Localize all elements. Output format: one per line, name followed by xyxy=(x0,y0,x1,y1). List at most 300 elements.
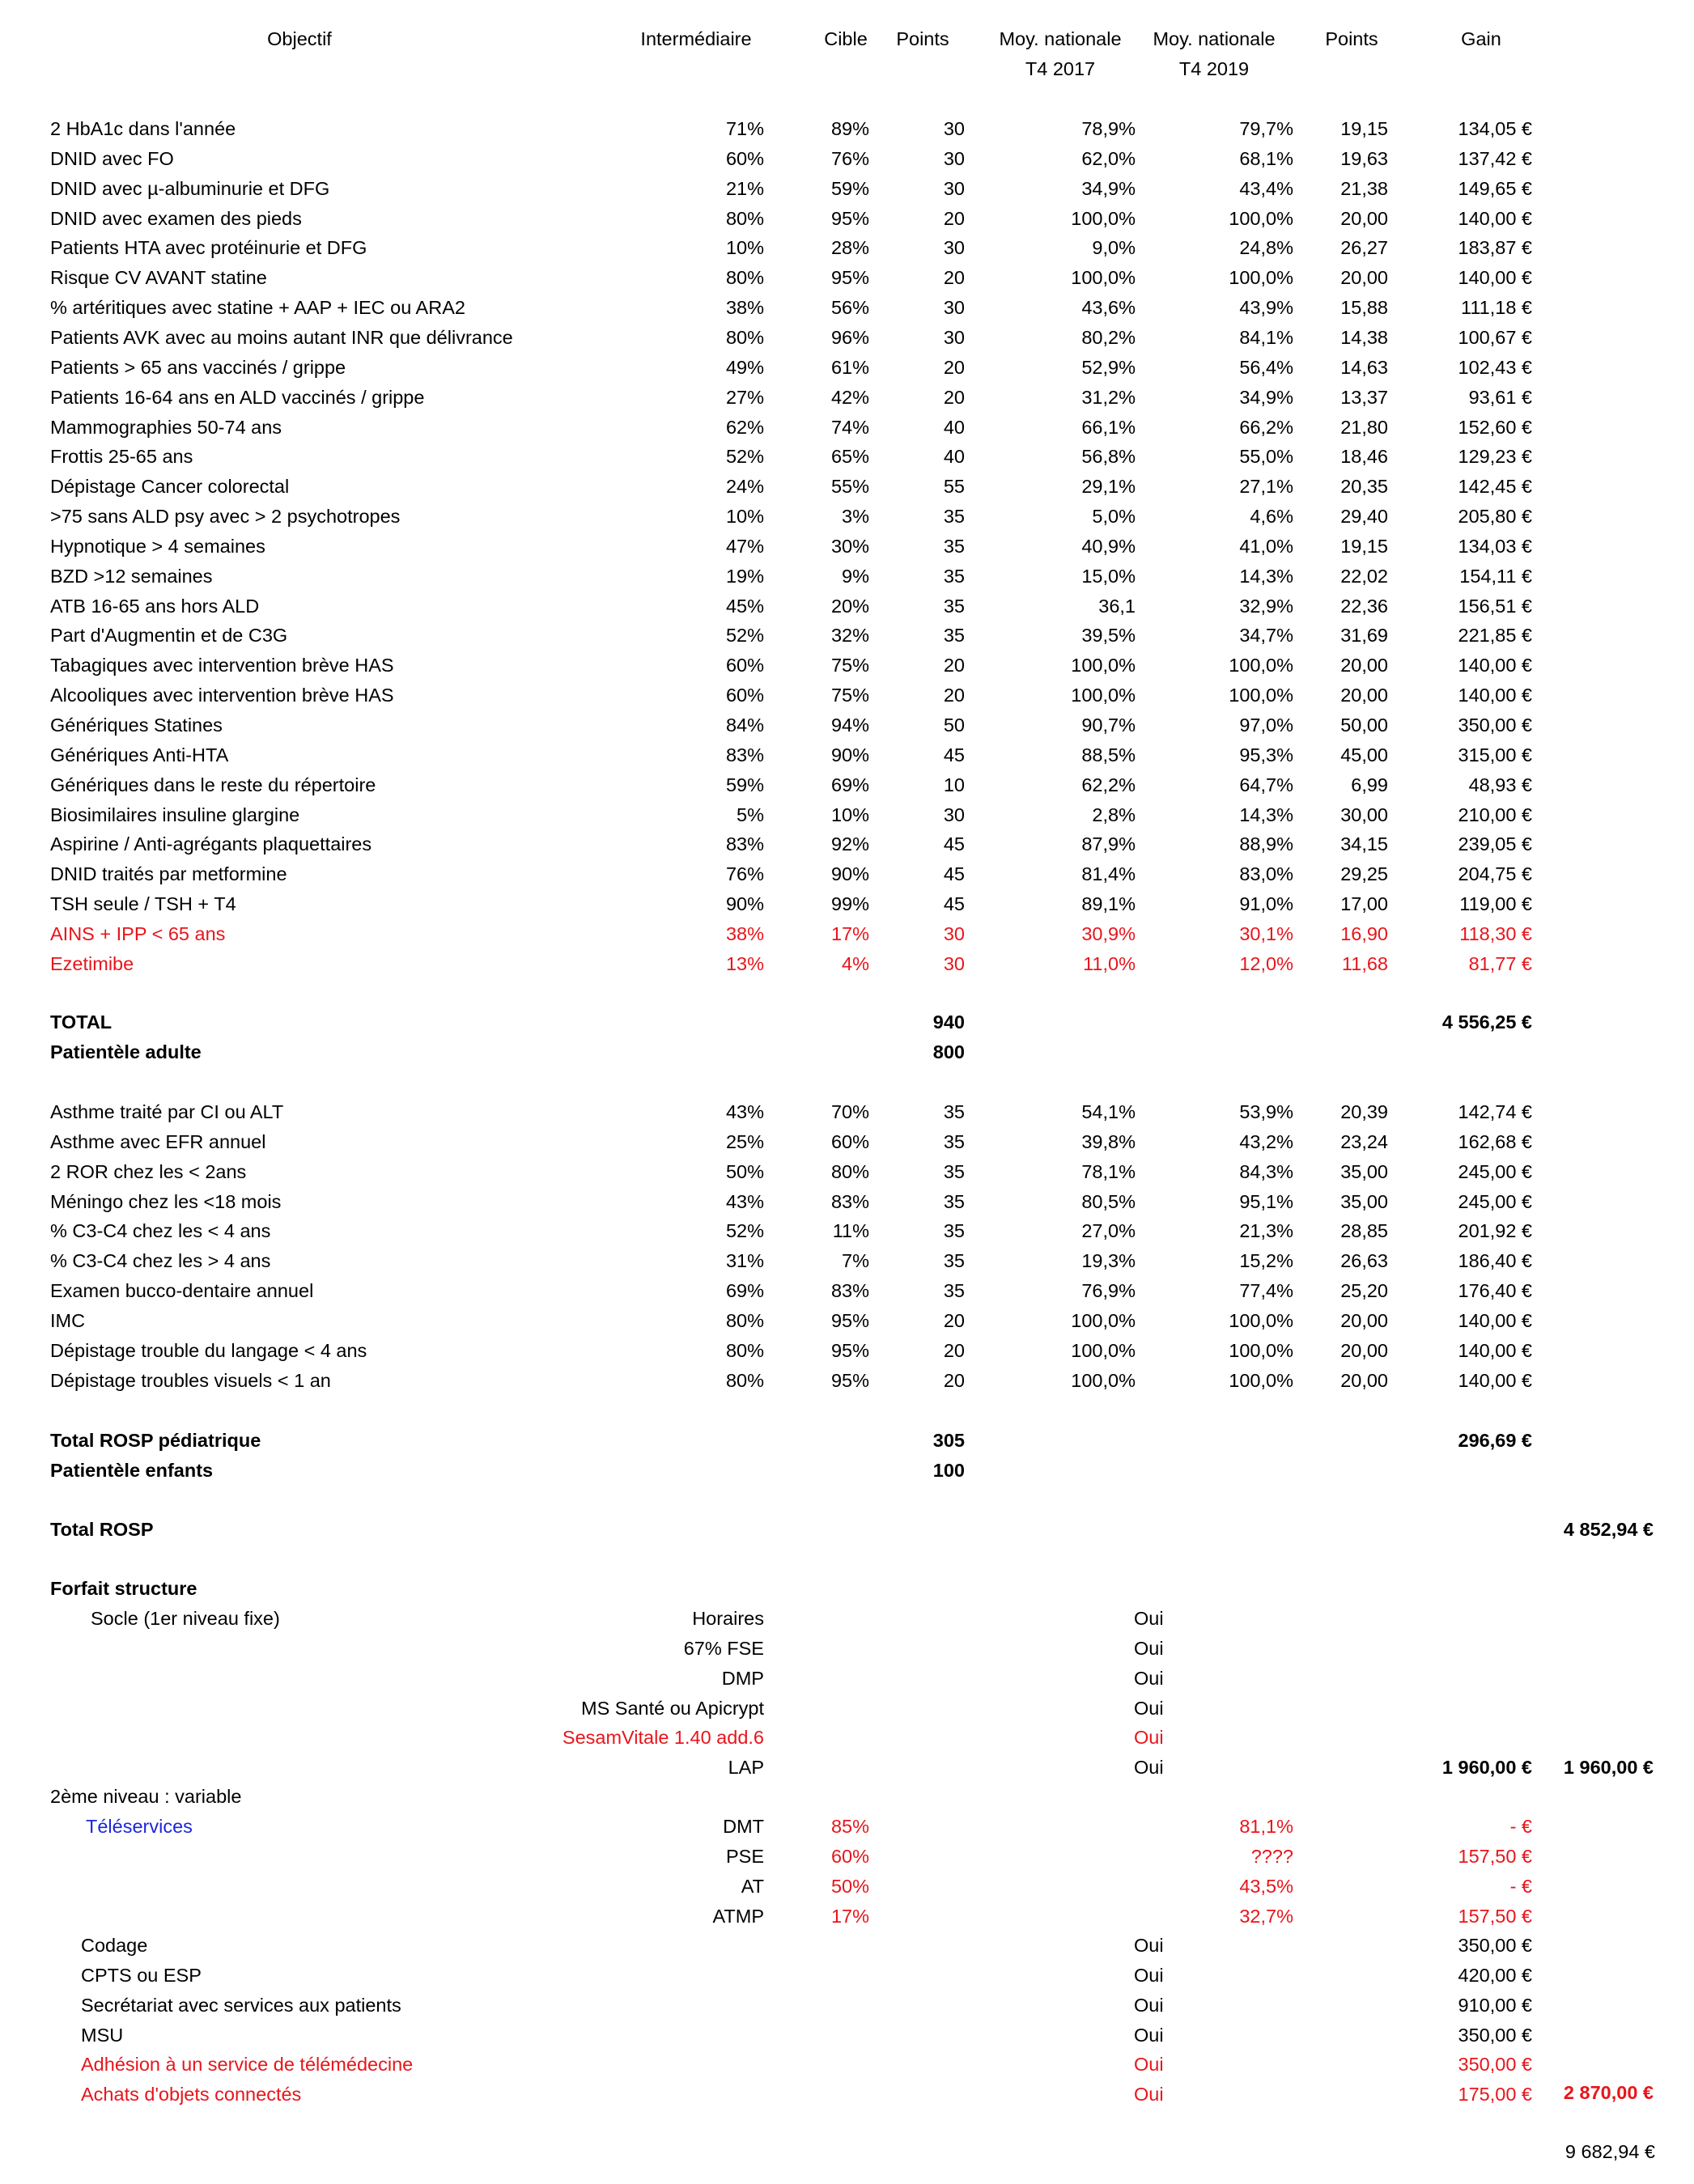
intermediate-value: 5% xyxy=(737,804,764,825)
points-value: 35 xyxy=(943,1131,965,1152)
header-points-2: Points xyxy=(1325,28,1378,49)
table-row xyxy=(0,829,1694,859)
forfait-title: Forfait structure xyxy=(50,1578,197,1599)
target-value: 4% xyxy=(842,953,869,974)
points-value: 40 xyxy=(943,446,965,467)
table-header xyxy=(0,24,1694,89)
objective-label: Génériques dans le reste du répertoire xyxy=(50,774,376,795)
table-row xyxy=(0,949,1694,978)
socle-item-label: SesamVitale 1.40 add.6 xyxy=(562,1727,764,1748)
points-value: 35 xyxy=(943,1220,965,1241)
table-row xyxy=(0,1157,1694,1186)
national-2017-value: 88,5% xyxy=(1081,744,1136,765)
points-earned-value: 20,39 xyxy=(1340,1101,1388,1122)
national-2019-value: 100,0% xyxy=(1229,685,1293,706)
table-row xyxy=(0,1306,1694,1335)
national-2017-value: 80,5% xyxy=(1081,1191,1136,1212)
teleservice-national: 43,5% xyxy=(1239,1876,1293,1897)
objective-label: DNID avec FO xyxy=(50,148,174,169)
level2-total-row xyxy=(0,2078,1694,2107)
intermediate-value: 80% xyxy=(725,267,764,288)
list-item xyxy=(0,1723,1694,1752)
ped-total-points: 305 xyxy=(932,1430,965,1451)
forfait-item-label: MSU xyxy=(81,2025,124,2046)
intermediate-value: 21% xyxy=(725,178,764,199)
target-value: 83% xyxy=(830,1191,869,1212)
target-value: 96% xyxy=(830,327,869,348)
national-2019-value: 100,0% xyxy=(1229,1370,1293,1391)
teleservice-label: ATMP xyxy=(712,1906,764,1927)
national-2019-value: 100,0% xyxy=(1229,267,1293,288)
intermediate-value: 80% xyxy=(725,327,764,348)
socle-item-value: Oui xyxy=(1134,1727,1164,1748)
list-item xyxy=(0,1872,1694,1901)
points-value: 35 xyxy=(943,1191,965,1212)
points-earned-value: 45,00 xyxy=(1340,744,1388,765)
intermediate-value: 52% xyxy=(725,446,764,467)
points-value: 30 xyxy=(943,178,965,199)
gain-value: 140,00 € xyxy=(1458,685,1532,706)
points-value: 20 xyxy=(943,1370,965,1391)
national-2017-value: 31,2% xyxy=(1081,387,1136,408)
points-value: 35 xyxy=(943,1250,965,1271)
target-value: 65% xyxy=(830,446,869,467)
target-value: 3% xyxy=(842,506,869,527)
ped-total-gain: 296,69 € xyxy=(1458,1430,1532,1451)
national-2019-value: 14,3% xyxy=(1239,566,1293,587)
intermediate-value: 60% xyxy=(725,148,764,169)
national-2019-value: 79,7% xyxy=(1239,118,1293,139)
points-earned-value: 35,00 xyxy=(1340,1191,1388,1212)
objective-label: Frottis 25-65 ans xyxy=(50,446,193,467)
points-value: 35 xyxy=(943,596,965,617)
target-value: 90% xyxy=(830,863,869,884)
gain-value: 315,00 € xyxy=(1458,744,1532,765)
socle-item-value: Oui xyxy=(1134,1608,1164,1629)
points-value: 50 xyxy=(943,715,965,736)
points-earned-value: 30,00 xyxy=(1340,804,1388,825)
national-2019-value: 91,0% xyxy=(1239,893,1293,914)
points-value: 30 xyxy=(943,118,965,139)
gain-value: 162,68 € xyxy=(1458,1131,1532,1152)
points-earned-value: 19,15 xyxy=(1340,118,1388,139)
points-value: 20 xyxy=(943,357,965,378)
list-item xyxy=(0,1694,1694,1723)
points-earned-value: 28,85 xyxy=(1340,1220,1388,1241)
forfait-item-value: Oui xyxy=(1134,2084,1164,2105)
points-value: 20 xyxy=(943,267,965,288)
objective-label: Biosimilaires insuline glargine xyxy=(50,804,300,825)
list-item xyxy=(0,2050,1694,2079)
national-2019-value: 95,1% xyxy=(1239,1191,1293,1212)
objective-label: Patients AVK avec au moins autant INR que délivrance xyxy=(50,327,513,348)
adult-total-points: 940 xyxy=(932,1011,965,1033)
national-2019-value: 24,8% xyxy=(1239,237,1293,258)
points-value: 45 xyxy=(943,744,965,765)
objective-label: Tabagiques avec intervention brève HAS xyxy=(50,655,394,676)
objective-label: IMC xyxy=(50,1310,86,1331)
adult-total-gain: 4 556,25 € xyxy=(1441,1011,1532,1033)
points-earned-value: 20,00 xyxy=(1340,1340,1388,1361)
gain-value: 100,67 € xyxy=(1458,327,1532,348)
adult-patients-row xyxy=(0,1037,1694,1067)
gain-value: 152,60 € xyxy=(1458,417,1532,438)
header-gain: Gain xyxy=(1461,28,1501,49)
gain-value: 140,00 € xyxy=(1458,1370,1532,1391)
objective-label: DNID avec µ-albuminurie et DFG xyxy=(50,178,330,199)
list-item xyxy=(0,1902,1694,1931)
target-value: 61% xyxy=(830,357,869,378)
header-cible: Cible xyxy=(824,28,868,49)
points-earned-value: 29,40 xyxy=(1340,506,1388,527)
national-2017-value: 76,9% xyxy=(1081,1280,1136,1301)
table-row xyxy=(0,1276,1694,1305)
teleservice-national: 32,7% xyxy=(1239,1906,1293,1927)
gain-value: 245,00 € xyxy=(1458,1191,1532,1212)
target-value: 60% xyxy=(830,1131,869,1152)
points-value: 20 xyxy=(943,387,965,408)
ped-patients-row xyxy=(0,1456,1694,1485)
national-2019-value: 100,0% xyxy=(1229,1340,1293,1361)
gain-value: 134,03 € xyxy=(1458,536,1532,557)
target-value: 9% xyxy=(842,566,869,587)
national-2019-value: 56,4% xyxy=(1239,357,1293,378)
intermediate-value: 49% xyxy=(725,357,764,378)
gain-value: 137,42 € xyxy=(1458,148,1532,169)
forfait-item-gain: 350,00 € xyxy=(1458,2025,1532,2046)
intermediate-value: 25% xyxy=(725,1131,764,1152)
target-value: 90% xyxy=(830,744,869,765)
socle-total: 1 960,00 € xyxy=(1563,1757,1654,1778)
national-2019-value: 97,0% xyxy=(1239,715,1293,736)
intermediate-value: 19% xyxy=(725,566,764,587)
intermediate-value: 69% xyxy=(725,1280,764,1301)
target-value: 95% xyxy=(830,208,869,229)
objective-label: Patients > 65 ans vaccinés / grippe xyxy=(50,357,346,378)
national-2017-value: 100,0% xyxy=(1071,685,1136,706)
intermediate-value: 83% xyxy=(725,744,764,765)
points-value: 40 xyxy=(943,417,965,438)
ped-patients-points: 100 xyxy=(932,1460,965,1481)
national-2019-value: 41,0% xyxy=(1239,536,1293,557)
list-item xyxy=(0,1604,1694,1633)
national-2017-value: 30,9% xyxy=(1081,923,1136,944)
points-value: 30 xyxy=(943,237,965,258)
table-row xyxy=(0,1127,1694,1156)
target-value: 10% xyxy=(830,804,869,825)
national-2017-value: 100,0% xyxy=(1071,1370,1136,1391)
objective-label: ATB 16-65 ans hors ALD xyxy=(50,596,260,617)
table-row xyxy=(0,710,1694,740)
points-earned-value: 25,20 xyxy=(1340,1280,1388,1301)
adult-patients-points: 800 xyxy=(932,1041,965,1062)
gain-value: 245,00 € xyxy=(1458,1161,1532,1182)
target-value: 28% xyxy=(830,237,869,258)
points-value: 45 xyxy=(943,833,965,855)
objective-label: Génériques Anti-HTA xyxy=(50,744,229,765)
national-2017-value: 100,0% xyxy=(1071,1310,1136,1331)
teleservice-gain: 157,50 € xyxy=(1458,1846,1532,1867)
national-2017-value: 40,9% xyxy=(1081,536,1136,557)
national-2019-value: 27,1% xyxy=(1239,476,1293,497)
table-row xyxy=(0,740,1694,770)
target-value: 56% xyxy=(830,297,869,318)
intermediate-value: 60% xyxy=(725,685,764,706)
national-2019-value: 83,0% xyxy=(1239,863,1293,884)
gain-value: 111,18 € xyxy=(1461,297,1532,318)
intermediate-value: 43% xyxy=(725,1101,764,1122)
national-2017-value: 27,0% xyxy=(1081,1220,1136,1241)
table-row xyxy=(0,353,1694,382)
target-value: 69% xyxy=(830,774,869,795)
table-row xyxy=(0,413,1694,442)
points-value: 35 xyxy=(943,506,965,527)
table-row xyxy=(0,621,1694,650)
intermediate-value: 45% xyxy=(725,596,764,617)
teleservice-target: 50% xyxy=(830,1876,869,1897)
gain-value: 149,65 € xyxy=(1458,178,1532,199)
list-item xyxy=(0,1664,1694,1693)
target-value: 75% xyxy=(830,655,869,676)
target-value: 70% xyxy=(830,1101,869,1122)
intermediate-value: 84% xyxy=(725,715,764,736)
national-2019-value: 15,2% xyxy=(1239,1250,1293,1271)
forfait-item-label: Codage xyxy=(81,1935,148,1956)
objective-label: AINS + IPP < 65 ans xyxy=(50,923,226,944)
national-2017-value: 80,2% xyxy=(1081,327,1136,348)
national-2019-value: 66,2% xyxy=(1239,417,1293,438)
national-2019-value: 43,9% xyxy=(1239,297,1293,318)
grand-total: 9 682,94 € xyxy=(1565,2141,1655,2162)
intermediate-value: 62% xyxy=(725,417,764,438)
national-2017-value: 5,0% xyxy=(1092,506,1136,527)
gain-value: 201,92 € xyxy=(1458,1220,1532,1241)
gain-value: 350,00 € xyxy=(1458,715,1532,736)
objective-label: Asthme avec EFR annuel xyxy=(50,1131,266,1152)
national-2017-value: 66,1% xyxy=(1081,417,1136,438)
table-row xyxy=(0,383,1694,412)
table-row xyxy=(0,502,1694,531)
national-2017-value: 29,1% xyxy=(1081,476,1136,497)
table-row xyxy=(0,562,1694,591)
points-earned-value: 20,00 xyxy=(1340,208,1388,229)
intermediate-value: 50% xyxy=(725,1161,764,1182)
teleservice-label: PSE xyxy=(725,1846,764,1867)
national-2019-value: 64,7% xyxy=(1239,774,1293,795)
forfait-item-value: Oui xyxy=(1134,1965,1164,1986)
points-value: 30 xyxy=(943,148,965,169)
gain-value: 142,45 € xyxy=(1458,476,1532,497)
forfait-item-label: Adhésion à un service de télémédecine xyxy=(81,2054,414,2075)
level2-label: 2ème niveau : variable xyxy=(50,1786,242,1807)
teleservice-target: 85% xyxy=(830,1816,869,1837)
objective-label: Alcooliques avec intervention brève HAS xyxy=(50,685,394,706)
intermediate-value: 60% xyxy=(725,655,764,676)
points-earned-value: 14,38 xyxy=(1340,327,1388,348)
table-row xyxy=(0,1187,1694,1216)
national-2017-value: 52,9% xyxy=(1081,357,1136,378)
points-earned-value: 13,37 xyxy=(1340,387,1388,408)
points-value: 55 xyxy=(943,476,965,497)
target-value: 75% xyxy=(830,685,869,706)
points-value: 20 xyxy=(943,208,965,229)
header-moy-2017-line2: T4 2017 xyxy=(1025,58,1096,79)
gain-value: 154,11 € xyxy=(1459,566,1532,587)
points-value: 35 xyxy=(943,1161,965,1182)
target-value: 94% xyxy=(830,715,869,736)
points-earned-value: 20,00 xyxy=(1340,1370,1388,1391)
intermediate-value: 80% xyxy=(725,1340,764,1361)
national-2019-value: 100,0% xyxy=(1229,208,1293,229)
table-row xyxy=(0,1216,1694,1245)
target-value: 83% xyxy=(830,1280,869,1301)
target-value: 89% xyxy=(830,118,869,139)
intermediate-value: 10% xyxy=(725,506,764,527)
points-earned-value: 23,24 xyxy=(1340,1131,1388,1152)
national-2019-value: 68,1% xyxy=(1239,148,1293,169)
points-value: 35 xyxy=(943,566,965,587)
gain-value: 186,40 € xyxy=(1458,1250,1532,1271)
forfait-item-gain: 350,00 € xyxy=(1458,1935,1532,1956)
table-row xyxy=(0,1336,1694,1365)
table-row xyxy=(0,233,1694,262)
points-value: 30 xyxy=(943,923,965,944)
teleservice-label: AT xyxy=(741,1876,764,1897)
points-earned-value: 22,02 xyxy=(1340,566,1388,587)
national-2017-value: 89,1% xyxy=(1081,893,1136,914)
points-value: 35 xyxy=(943,1280,965,1301)
teleservice-gain: 157,50 € xyxy=(1458,1906,1532,1927)
national-2017-value: 62,0% xyxy=(1081,148,1136,169)
objective-label: Hypnotique > 4 semaines xyxy=(50,536,265,557)
intermediate-value: 52% xyxy=(725,1220,764,1241)
header-moy-2017-line1: Moy. nationale xyxy=(999,28,1122,49)
points-value: 20 xyxy=(943,1340,965,1361)
list-item xyxy=(0,1961,1694,1990)
points-earned-value: 20,00 xyxy=(1340,1310,1388,1331)
intermediate-value: 43% xyxy=(725,1191,764,1212)
national-2017-value: 100,0% xyxy=(1071,1340,1136,1361)
target-value: 11% xyxy=(832,1220,869,1241)
table-row xyxy=(0,770,1694,799)
intermediate-value: 24% xyxy=(725,476,764,497)
national-2017-value: 43,6% xyxy=(1081,297,1136,318)
rosp-total-label: Total ROSP xyxy=(50,1519,154,1540)
objective-label: Dépistage troubles visuels < 1 an xyxy=(50,1370,331,1391)
target-value: 30% xyxy=(830,536,869,557)
objective-label: 2 ROR chez les < 2ans xyxy=(50,1161,247,1182)
intermediate-value: 52% xyxy=(725,625,764,646)
gain-value: 119,00 € xyxy=(1459,893,1532,914)
header-intermediaire: Intermédiaire xyxy=(640,28,752,49)
intermediate-value: 80% xyxy=(725,1370,764,1391)
points-earned-value: 20,35 xyxy=(1340,476,1388,497)
national-2019-value: 34,9% xyxy=(1239,387,1293,408)
table-row xyxy=(0,174,1694,203)
forfait-item-label: Secrétariat avec services aux patients xyxy=(81,1995,401,2016)
table-row xyxy=(0,889,1694,918)
points-value: 45 xyxy=(943,893,965,914)
points-value: 45 xyxy=(943,863,965,884)
national-2019-value: 95,3% xyxy=(1239,744,1293,765)
gain-value: 93,61 € xyxy=(1468,387,1532,408)
gain-value: 205,80 € xyxy=(1458,506,1532,527)
national-2019-value: 30,1% xyxy=(1239,923,1293,944)
objective-label: Patients 16-64 ans en ALD vaccinés / grippe xyxy=(50,387,425,408)
teleservice-national: 81,1% xyxy=(1239,1816,1293,1837)
objective-label: DNID avec examen des pieds xyxy=(50,208,302,229)
national-2017-value: 100,0% xyxy=(1071,208,1136,229)
points-value: 35 xyxy=(943,536,965,557)
target-value: 20% xyxy=(830,596,869,617)
forfait-item-label: CPTS ou ESP xyxy=(81,1965,202,1986)
points-earned-value: 29,25 xyxy=(1340,863,1388,884)
gain-value: 140,00 € xyxy=(1458,267,1532,288)
socle-item-label: 67% FSE xyxy=(683,1638,764,1659)
gain-value: 142,74 € xyxy=(1458,1101,1532,1122)
national-2017-value: 39,5% xyxy=(1081,625,1136,646)
target-value: 95% xyxy=(830,1340,869,1361)
target-value: 80% xyxy=(830,1161,869,1182)
national-2017-value: 39,8% xyxy=(1081,1131,1136,1152)
adult-total-label: TOTAL xyxy=(50,1011,113,1033)
intermediate-value: 71% xyxy=(725,118,764,139)
national-2019-value: 43,4% xyxy=(1239,178,1293,199)
national-2017-value: 62,2% xyxy=(1081,774,1136,795)
points-earned-value: 20,00 xyxy=(1340,685,1388,706)
points-value: 30 xyxy=(943,953,965,974)
points-earned-value: 17,00 xyxy=(1340,893,1388,914)
teleservice-label: DMT xyxy=(723,1816,764,1837)
points-value: 35 xyxy=(943,1101,965,1122)
gain-value: 210,00 € xyxy=(1458,804,1532,825)
national-2019-value: 21,3% xyxy=(1239,1220,1293,1241)
adult-total-row xyxy=(0,1007,1694,1037)
socle-item-value: Oui xyxy=(1134,1668,1164,1689)
gain-value: 129,23 € xyxy=(1458,446,1532,467)
points-earned-value: 50,00 xyxy=(1340,715,1388,736)
target-value: 76% xyxy=(830,148,869,169)
points-value: 30 xyxy=(943,327,965,348)
gain-value: 239,05 € xyxy=(1458,833,1532,855)
objective-label: >75 sans ALD psy avec > 2 psychotropes xyxy=(50,506,401,527)
objective-label: Génériques Statines xyxy=(50,715,223,736)
target-value: 95% xyxy=(830,267,869,288)
table-row xyxy=(0,144,1694,173)
target-value: 95% xyxy=(830,1310,869,1331)
points-value: 20 xyxy=(943,655,965,676)
objective-label: Aspirine / Anti-agrégants plaquettaires xyxy=(50,833,372,855)
header-points: Points xyxy=(896,28,949,49)
table-row xyxy=(0,859,1694,888)
forfait-item-gain: 175,00 € xyxy=(1458,2084,1532,2105)
teleservice-gain: - € xyxy=(1509,1816,1532,1837)
gain-value: 140,00 € xyxy=(1458,208,1532,229)
gain-value: 156,51 € xyxy=(1458,596,1532,617)
national-2017-value: 9,0% xyxy=(1092,237,1136,258)
teleservice-target: 17% xyxy=(830,1906,869,1927)
table-row xyxy=(0,1246,1694,1275)
national-2019-value: 84,3% xyxy=(1239,1161,1293,1182)
target-value: 92% xyxy=(830,833,869,855)
objective-label: % C3-C4 chez les > 4 ans xyxy=(50,1250,271,1271)
national-2017-value: 78,1% xyxy=(1081,1161,1136,1182)
table-row xyxy=(0,204,1694,233)
objective-label: Méningo chez les <18 mois xyxy=(50,1191,282,1212)
gain-value: 48,93 € xyxy=(1468,774,1532,795)
objective-label: DNID traités par metformine xyxy=(50,863,287,884)
table-row xyxy=(0,1366,1694,1395)
